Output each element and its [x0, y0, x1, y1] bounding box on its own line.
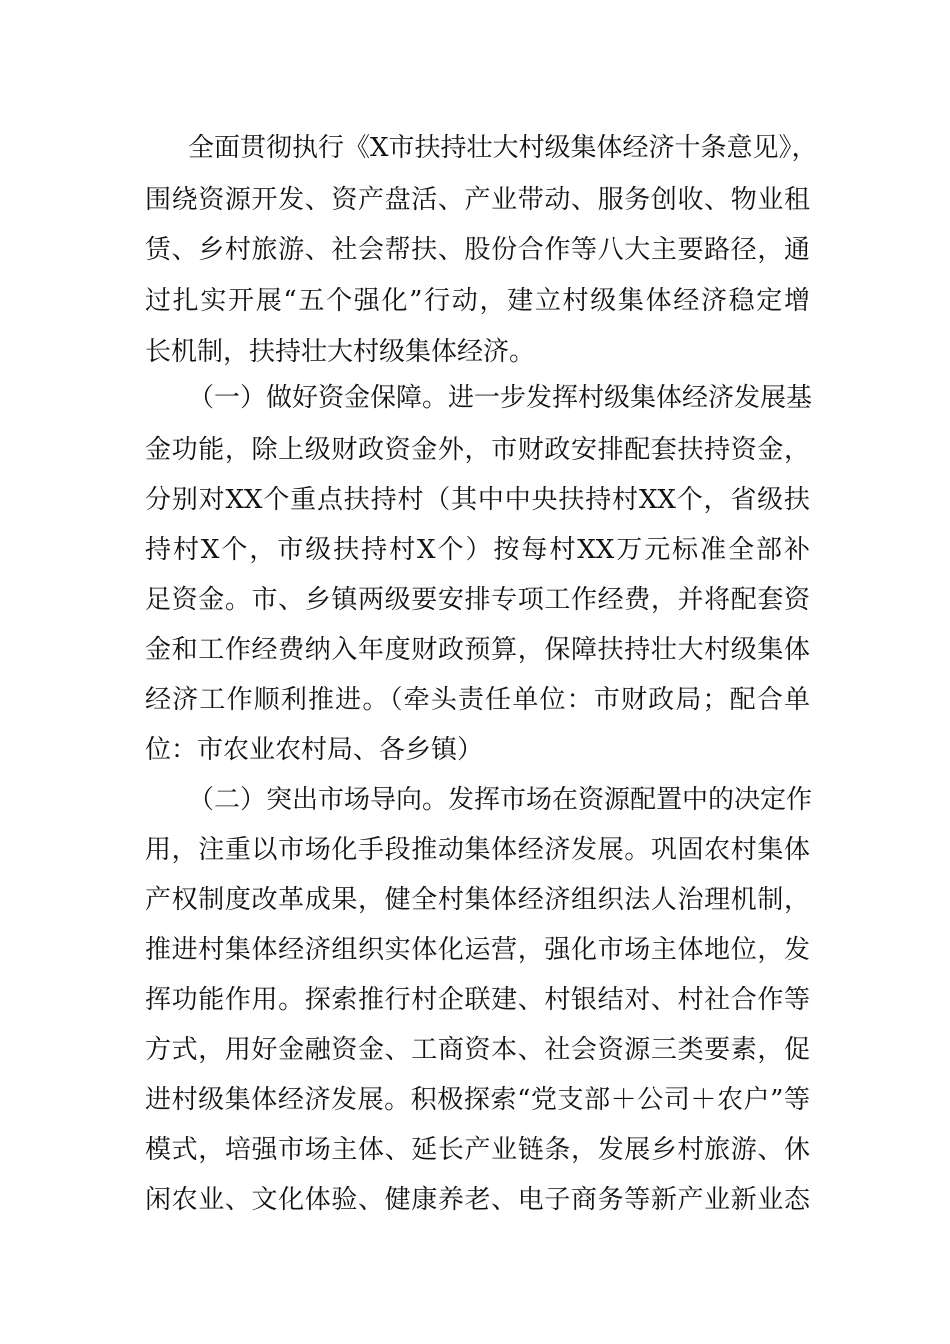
paragraph-2-line-7: 经济工作顺利推进。（牵头责任单位：市财政局；配合单 — [145, 685, 810, 715]
paragraph-3-line-9: 闲农业、文化体验、健康养老、电子商务等新产业新业态 — [145, 1185, 810, 1215]
paragraph-2-line-3: 分别对XX个重点扶持村（其中中央扶持村XX个，省级扶 — [145, 485, 810, 515]
paragraph-1-line-5: 长机制，扶持壮大村级集体经济。 — [145, 337, 536, 367]
paragraph-1-line-4: 过扎实开展“五个强化”行动，建立村级集体经济稳定增 — [145, 286, 810, 316]
paragraph-2-line-4: 持村X个，市级扶持村X个）按每村XX万元标准全部补 — [145, 535, 810, 565]
paragraph-1-line-2: 围绕资源开发、资产盘活、产业带动、服务创收、物业租 — [145, 185, 810, 215]
paragraph-3-line-7: 进村级集体经济发展。积极探索“党支部＋公司＋农户”等 — [145, 1085, 810, 1115]
paragraph-3-line-5: 挥功能作用。探索推行村企联建、村银结对、村社合作等 — [145, 985, 810, 1015]
paragraph-1-line-1: 全面贯彻执行《X市扶持壮大村级集体经济十条意见》， — [188, 133, 818, 163]
paragraph-3-line-6: 方式，用好金融资金、工商资本、社会资源三类要素，促 — [145, 1035, 810, 1065]
paragraph-2-line-6: 金和工作经费纳入年度财政预算，保障扶持壮大村级集体 — [145, 635, 810, 665]
paragraph-3-line-1: （二）突出市场导向。发挥市场在资源配置中的决定作 — [188, 785, 813, 815]
paragraph-3-line-3: 产权制度改革成果，健全村集体经济组织法人治理机制， — [145, 885, 810, 915]
paragraph-3-line-4: 推进村集体经济组织实体化运营，强化市场主体地位，发 — [145, 935, 810, 965]
paragraph-2-line-5: 足资金。市、乡镇两级要安排专项工作经费，并将配套资 — [145, 585, 810, 615]
paragraph-3-line-8: 模式，培强市场主体、延长产业链条，发展乡村旅游、休 — [145, 1135, 810, 1165]
paragraph-1-line-3: 赁、乡村旅游、社会帮扶、股份合作等八大主要路径，通 — [145, 235, 810, 265]
paragraph-2-line-2: 金功能，除上级财政资金外，市财政安排配套扶持资金， — [145, 435, 810, 465]
paragraph-3-line-2: 用，注重以市场化手段推动集体经济发展。巩固农村集体 — [145, 835, 810, 865]
paragraph-2-line-1: （一）做好资金保障。进一步发挥村级集体经济发展基 — [188, 383, 813, 413]
paragraph-2-line-8: 位：市农业农村局、各乡镇） — [145, 735, 484, 765]
